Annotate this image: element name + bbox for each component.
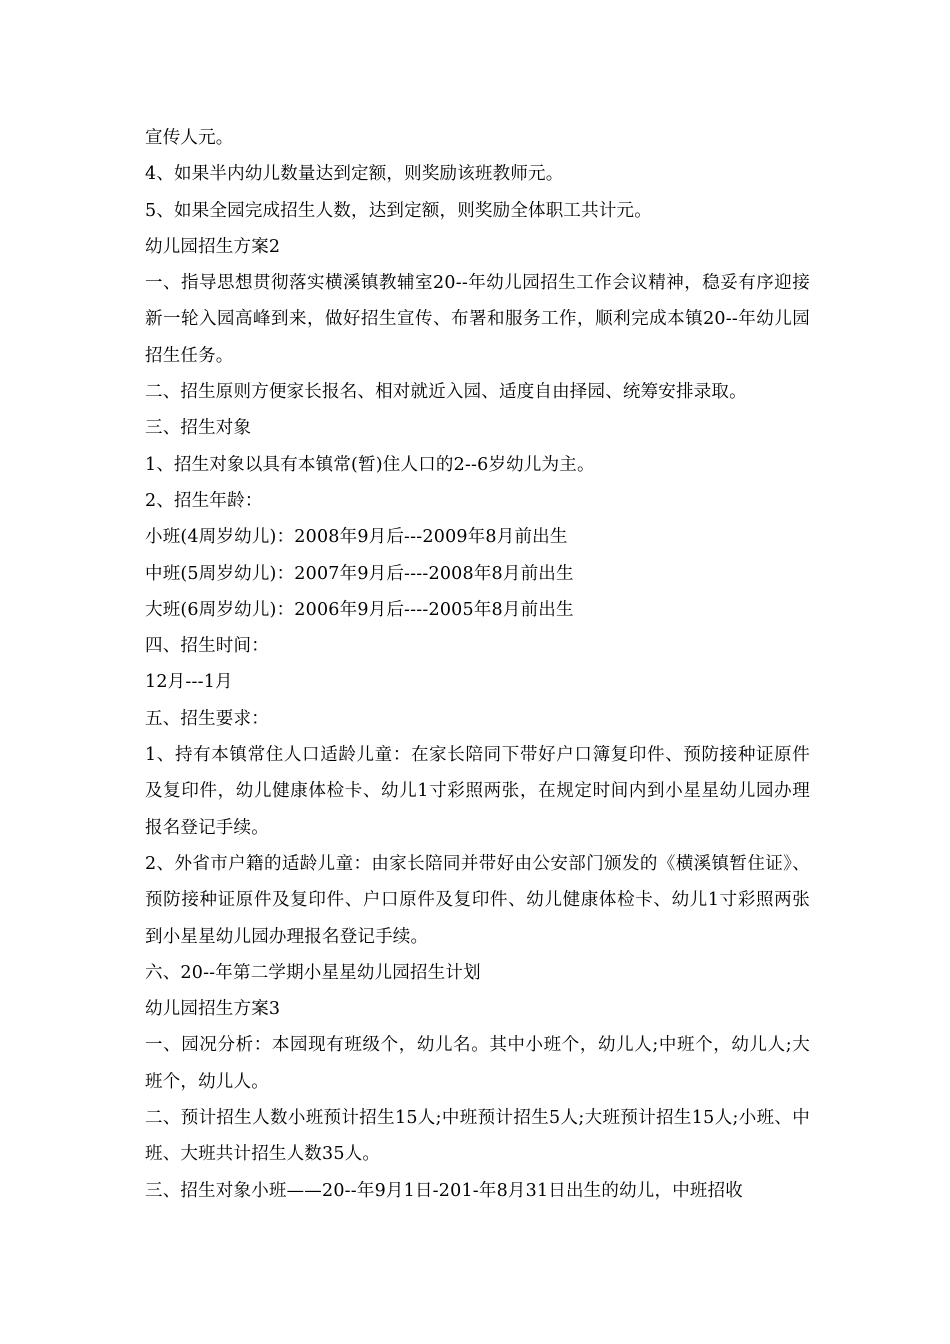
paragraph: 六、20--年第二学期小星星幼儿园招生计划 bbox=[145, 962, 481, 983]
paragraph: 12月---1月 bbox=[145, 672, 233, 693]
section-heading: 幼儿园招生方案3 bbox=[145, 999, 281, 1020]
paragraph: 1、招生对象以具有本镇常(暂)住人口的2--6岁幼儿为主。 bbox=[145, 454, 595, 475]
paragraph: 二、招生原则方便家长报名、相对就近入园、适度自由择园、统筹安排录取。 bbox=[145, 382, 747, 403]
paragraph: 4、如果半内幼儿数量达到定额，则奖励该班教师元。 bbox=[145, 164, 564, 185]
paragraph: 大班(6周岁幼儿)：2006年9月后----2005年8月前出生 bbox=[145, 599, 574, 620]
paragraph: 二、预计招生人数小班预计招生15人;中班预计招生5人;大班预计招生15人;小班、中班、大班共计招生人数35人。 bbox=[145, 1108, 810, 1165]
paragraph: 2、招生年龄： bbox=[145, 490, 263, 511]
paragraph: 5、如果全园完成招生人数，达到定额，则奖励全体职工共计元。 bbox=[145, 200, 652, 221]
section-heading: 幼儿园招生方案2 bbox=[145, 236, 281, 257]
document-body bbox=[145, 120, 810, 1209]
paragraph: 三、招生对象 bbox=[145, 418, 252, 439]
paragraph: 中班(5周岁幼儿)：2007年9月后----2008年8月前出生 bbox=[145, 563, 574, 584]
paragraph: 一、指导思想贯彻落实横溪镇教辅室20--年幼儿园招生工作会议精神，稳妥有序迎接新一轮入园高峰到来，做好招生宣传、布署和服务工作，顺利完成本镇20--年幼儿园招生任务。 bbox=[145, 273, 810, 366]
paragraph: 一、园况分析：本园现有班级个，幼儿名。其中小班个，幼儿人;中班个，幼儿人;大班个，幼儿人。 bbox=[145, 1035, 810, 1092]
paragraph: 宣传人元。 bbox=[145, 128, 234, 148]
paragraph: 五、招生要求： bbox=[145, 708, 269, 729]
paragraph: 2、外省市户籍的适龄儿童：由家长陪同并带好由公安部门颁发的《横溪镇暂住证》、预防接种证原件及复印件、户口原件及复印件、幼儿健康体检卡、幼儿1寸彩照两张到小星星幼儿园办理报名登记手续。 bbox=[145, 853, 810, 947]
paragraph: 1、持有本镇常住人口适龄儿童：在家长陪同下带好户口簿复印件、预防接种证原件及复印件，幼儿健康体检卡、幼儿1寸彩照两张，在规定时间内到小星星幼儿园办理报名登记手续。 bbox=[145, 745, 810, 838]
paragraph: 四、招生时间： bbox=[145, 636, 269, 657]
paragraph: 小班(4周岁幼儿)：2008年9月后---2009年8月前出生 bbox=[145, 527, 568, 548]
paragraph: 三、招生对象小班——20--年9月1日-201-年8月31日出生的幼儿，中班招收 bbox=[145, 1180, 743, 1201]
